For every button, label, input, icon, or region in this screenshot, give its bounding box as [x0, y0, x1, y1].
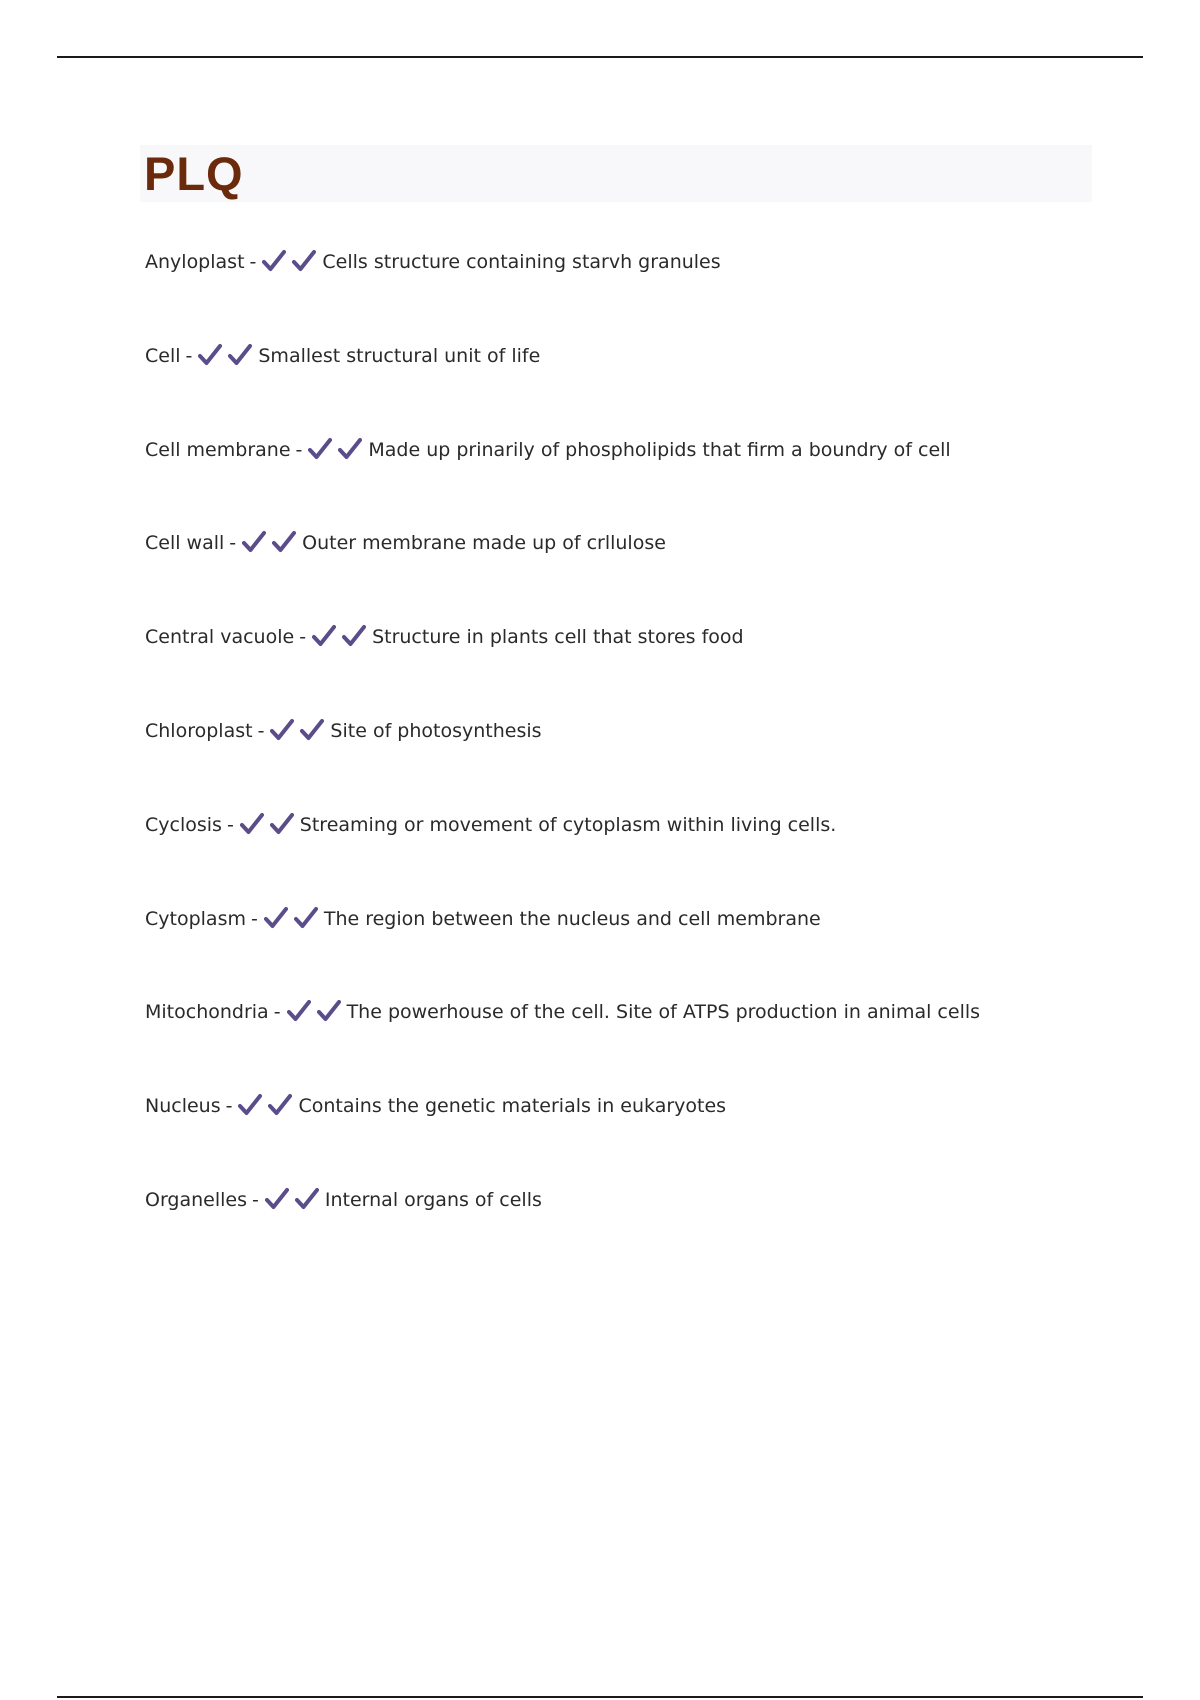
entry-term: Nucleus	[145, 1095, 221, 1118]
check-icon	[270, 718, 294, 742]
check-icon	[242, 530, 266, 554]
check-icon	[292, 249, 316, 273]
flashcard-list	[145, 244, 1145, 1276]
check-icon	[294, 906, 318, 930]
entry-definition: Outer membrane made up of crllulose	[302, 532, 666, 555]
list-item	[145, 807, 1145, 901]
entry-separator: -	[257, 719, 265, 742]
list-item	[145, 619, 1145, 713]
check-icon	[270, 812, 294, 836]
check-icon	[300, 718, 324, 742]
check-icon	[240, 812, 264, 836]
check-icon	[342, 624, 366, 648]
list-item	[145, 901, 1145, 995]
entry-definition: The region between the nucleus and cell membrane	[323, 907, 821, 930]
footer-rule	[57, 1696, 1143, 1698]
entry-term: Cell	[145, 344, 181, 367]
entry-separator: -	[299, 626, 307, 649]
check-icon	[272, 530, 296, 554]
check-icon	[265, 1187, 289, 1211]
entry-term: Anyloplast	[145, 251, 245, 273]
entry-definition: The powerhouse of the cell. Site of ATPS production in animal cells	[346, 1001, 981, 1024]
entry-term: Cell membrane	[145, 438, 291, 461]
check-icon	[198, 343, 222, 367]
entry-separator: -	[273, 1001, 281, 1024]
entry-definition: Streaming or movement of cytoplasm within living cells.	[299, 813, 837, 836]
check-icon	[308, 437, 332, 461]
page-title: PLQ	[144, 147, 244, 200]
list-item	[145, 713, 1145, 807]
entry-term: Cytoplasm	[145, 907, 246, 930]
entry-definition: Internal organs of cells	[324, 1188, 542, 1211]
check-icon	[262, 249, 286, 273]
entry-separator: -	[252, 1188, 259, 1211]
entry-term: Organelles	[145, 1188, 248, 1211]
check-icon	[338, 437, 362, 461]
check-icon	[238, 1093, 262, 1117]
entry-separator: -	[225, 1095, 233, 1118]
header-rule	[57, 56, 1143, 58]
entry-term: Cell wall	[145, 532, 225, 555]
check-icon	[312, 624, 336, 648]
check-icon	[264, 906, 288, 930]
entry-definition: Contains the genetic materials in eukaryotes	[298, 1095, 727, 1118]
title-band	[140, 145, 1092, 202]
list-item	[145, 432, 1145, 526]
list-item	[145, 1182, 1145, 1276]
entry-definition: Site of photosynthesis	[330, 719, 542, 742]
entry-separator: -	[229, 532, 237, 555]
entry-separator: -	[250, 907, 258, 930]
entry-separator: -	[249, 251, 257, 273]
check-icon	[287, 999, 311, 1023]
check-icon	[295, 1187, 319, 1211]
entry-definition: Smallest structural unit of life	[258, 344, 541, 367]
check-icon	[268, 1093, 292, 1117]
list-item	[145, 244, 1145, 338]
entry-term: Cyclosis	[145, 813, 222, 836]
entry-definition: Made up prinarily of phospholipids that firm a boundry of cell	[368, 438, 951, 461]
entry-definition: Structure in plants cell that stores food	[372, 626, 744, 649]
list-item	[145, 338, 1145, 432]
entry-separator: -	[226, 813, 234, 836]
check-icon	[317, 999, 341, 1023]
list-item	[145, 525, 1145, 619]
entry-term: Central vacuole	[145, 626, 295, 649]
list-item	[145, 994, 1145, 1088]
list-item	[145, 1088, 1145, 1182]
entry-separator: -	[185, 344, 193, 367]
check-icon	[228, 343, 252, 367]
entry-separator: -	[295, 438, 303, 461]
entry-term: Mitochondria	[145, 1001, 269, 1024]
entry-definition: Cells structure containing starvh granules	[322, 251, 721, 273]
entry-term: Chloroplast	[145, 719, 253, 742]
